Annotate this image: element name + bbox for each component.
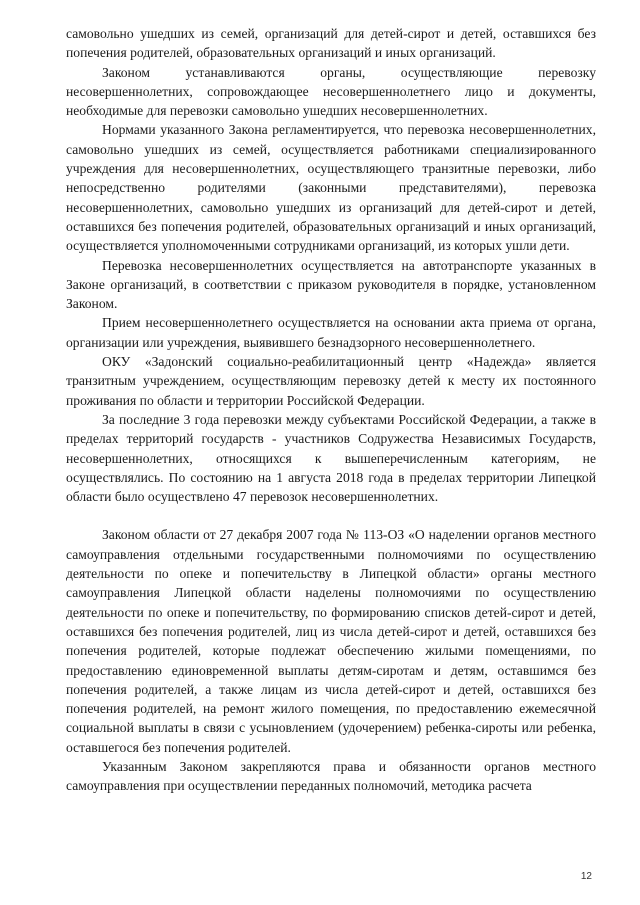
paragraph-6: ОКУ «Задонский социально-реабилитационный центр «Надежда» является транзитным учреждением, осуществляющим перевозку детей к месту их постоянного проживания по области и территории Российской Федерации. [66, 354, 596, 408]
paragraph-2: Законом устанавливаются органы, осуществляющие перевозку несовершеннолетних, сопровождающее несовершеннолетнего лицо и документы, необходимые для перевозки самовольно ушедших несовершеннолетних. [66, 64, 596, 119]
page-number: 12 [580, 871, 592, 882]
paragraph-1: самовольно ушедших из семей, организаций для детей-сирот и детей, оставшихся без попечения родителей, образовательных организаций и иных организаций. [66, 26, 596, 61]
paragraph-4: Перевозка несовершеннолетних осуществляется на автотранспорте указанных в Законе организаций, в соответствии с приказом руководителя в порядке, установленном Законом. [66, 257, 596, 312]
paragraph-3: Нормами указанного Закона регламентируется, что перевозка несовершеннолетних, самовольно ушедших из семей, осуществляется работниками специализированного учреждения для несовершеннолетних, осуществляющего транзитные перевозки, либо непосредственно родителями (законными представителями), перевозка несовершеннолетних, самовольно ушедших из организаций для детей-сирот и детей, оставшихся без попечения родителей, образовательных организаций и иных организаций, осуществляется уполномоченными сотрудниками организаций, из которых ушли дети. [66, 122, 596, 254]
document-page [66, 24, 596, 796]
paragraph-7: За последние 3 года перевозки между субъектами Российской Федерации, а также в пределах территорий государств - участников Содружества Независимых Государств, несовершеннолетних, относящихся к вышеперечисленным категориям, не осуществлялись. По состоянию на 1 августа 2018 года в пределах территории Липецкой области было осуществлено 47 перевозок несовершеннолетних. [66, 411, 596, 505]
paragraph-8: Законом области от 27 декабря 2007 года № 113-ОЗ «О наделении органов местного самоуправления отдельными государственными полномочиями по осуществлению деятельности по опеке и попечительству в Липецкой области» органы местного самоуправления Липецкой области наделены полномочиями по осуществлению деятельности по опеке и попечительству, по формированию списков детей-сирот и детей, оставшихся без попечения родителей, лиц из числа детей-сирот и детей, оставшихся без попечения родителей, которые подлежат обеспечению жилыми помещениями, по предоставлению единовременной выплаты детям-сиротам и детям, оставшимся без попечения родителей, а также лицам из числа детей-сирот и детей, оставшихся без попечения родителей, на ремонт жилого помещения, по предоставлению ежемесячной социальной выплаты в связи с усыновлением (удочерением) ребенка-сироты или ребенка, оставшегося без попечения родителей. [66, 527, 596, 755]
paragraph-9: Указанным Законом закрепляются права и обязанности органов местного самоуправления при осуществлении переданных полномочий, методика расчета [66, 758, 596, 794]
paragraph-5: Прием несовершеннолетнего осуществляется на основании акта приема от органа, организации или учреждения, выявившего безнадзорного несовершеннолетнего. [66, 315, 596, 350]
